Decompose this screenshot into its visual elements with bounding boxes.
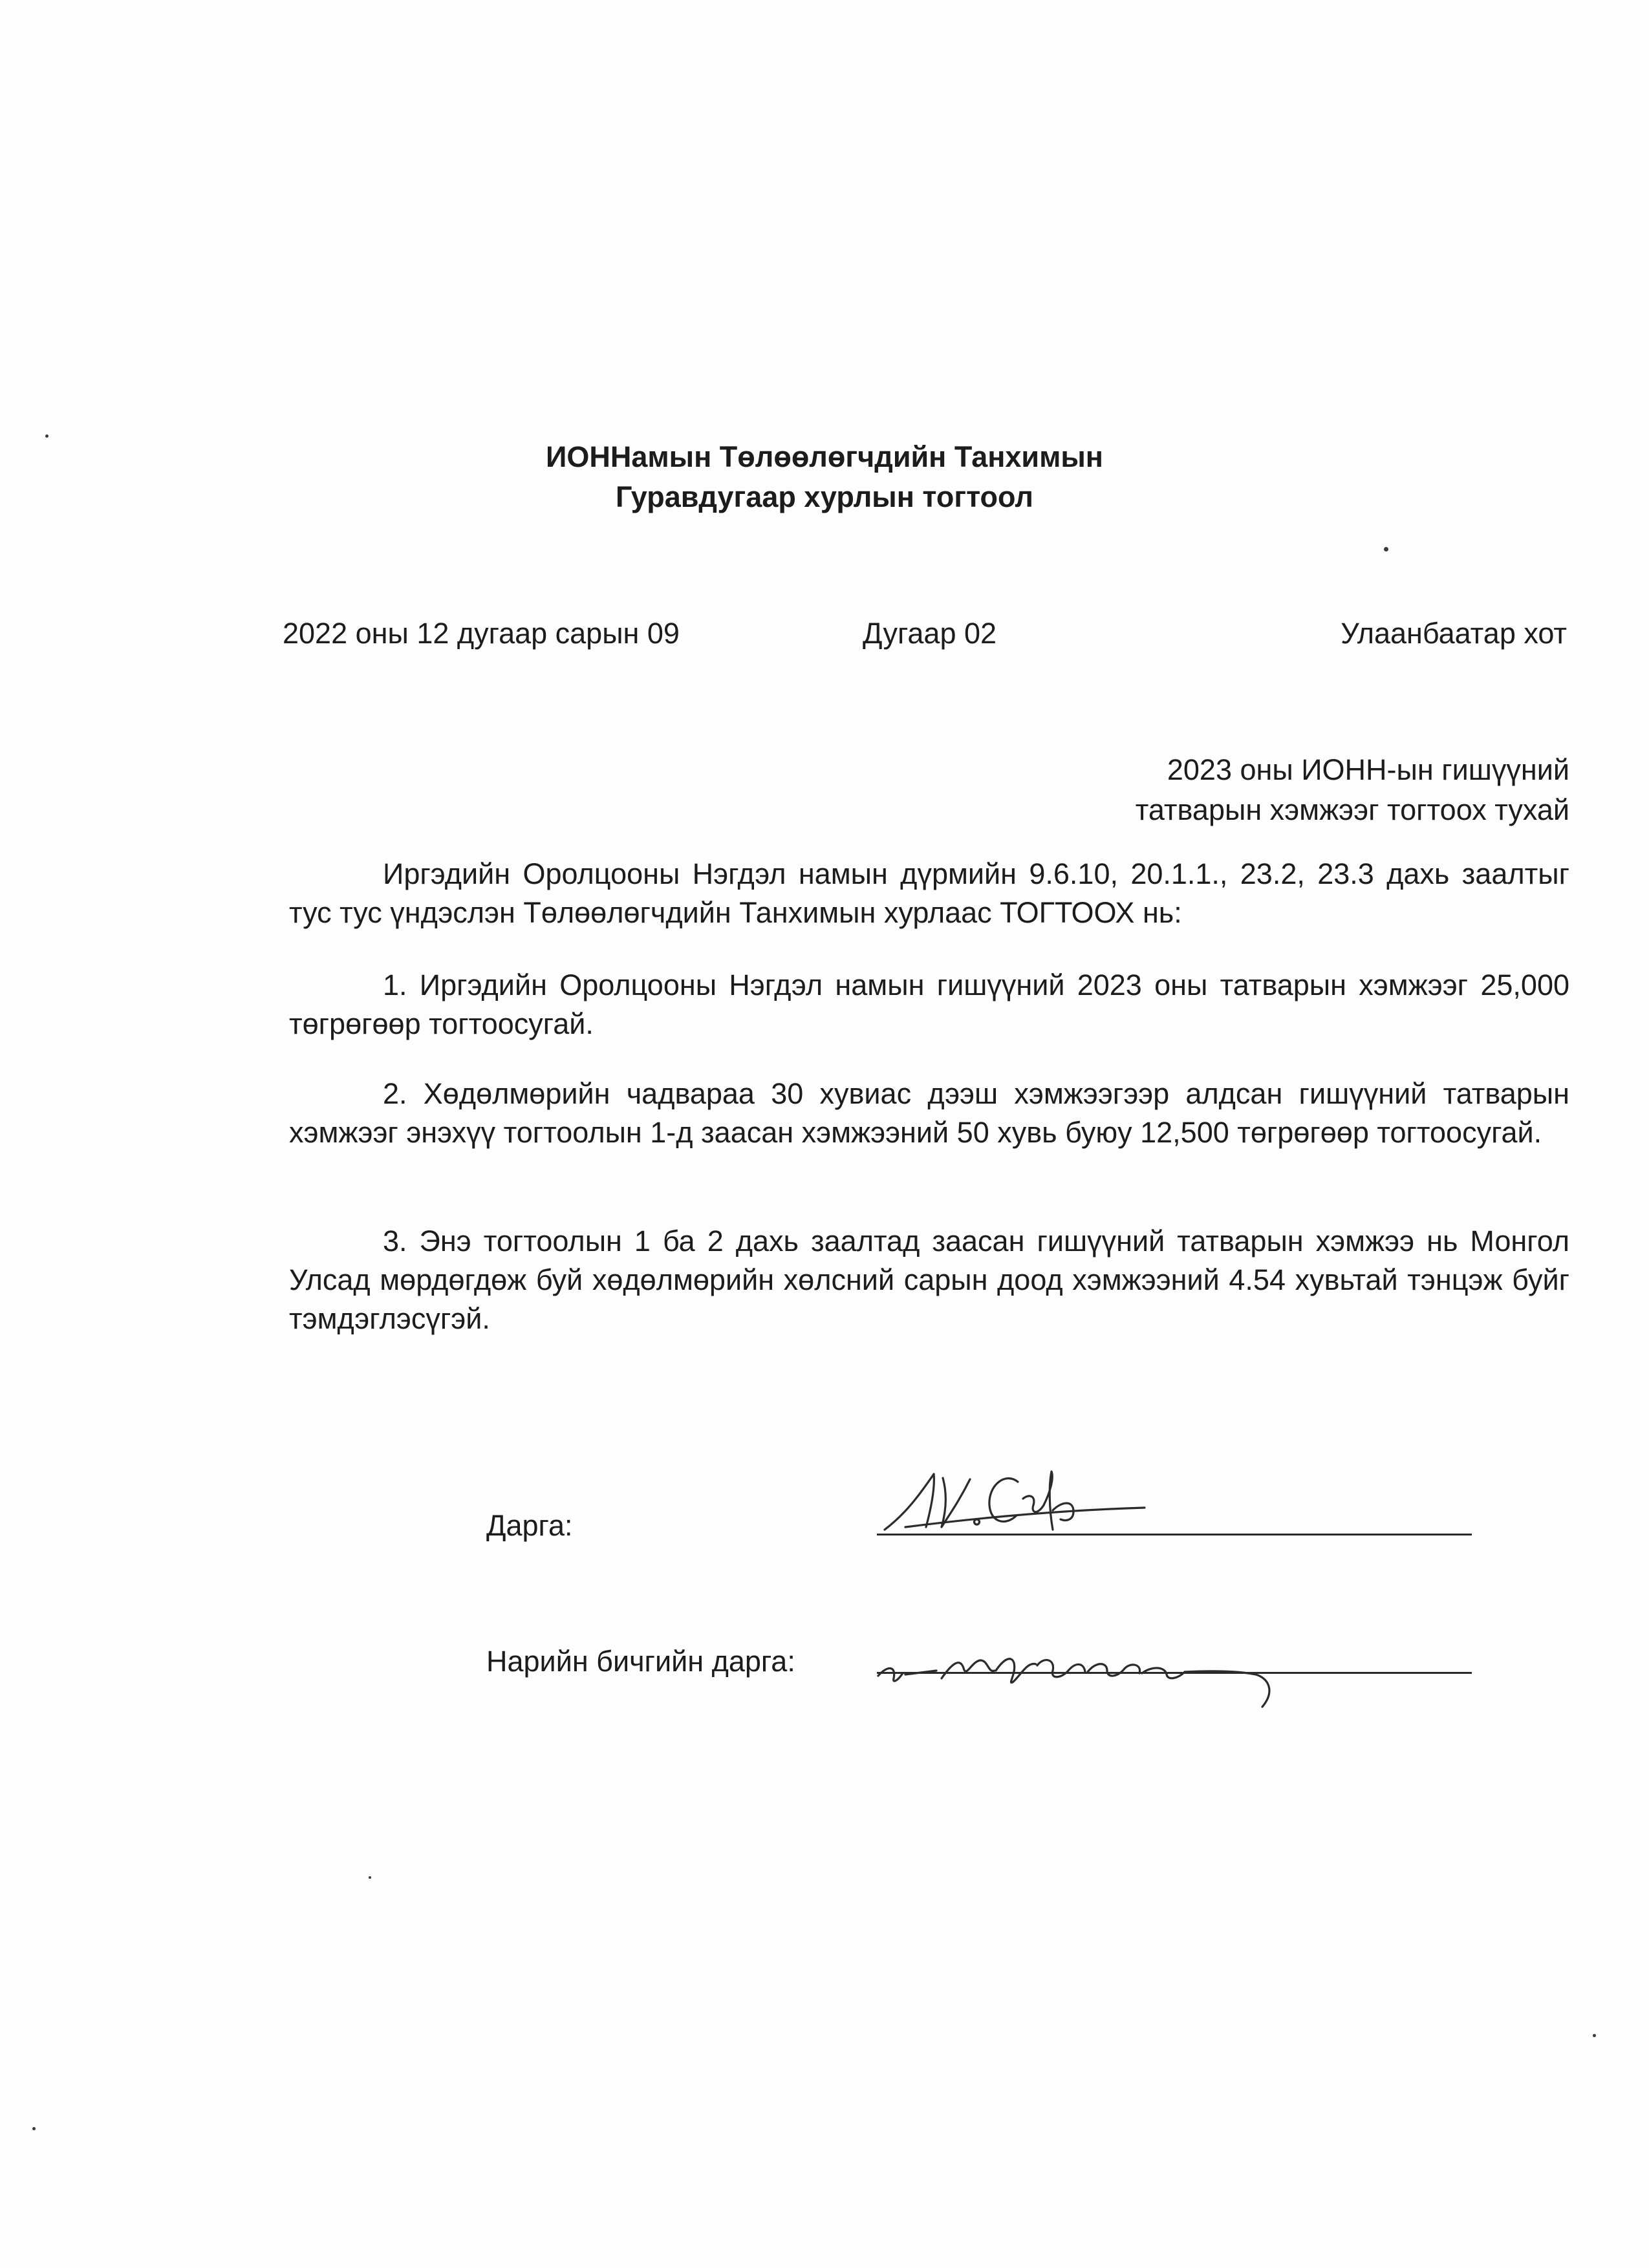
secretary-signature-drawing [874, 1642, 1288, 1713]
title-line-2: Гуравдугаар хурлын тогтоол [616, 480, 1033, 513]
resolution-date: 2022 оны 12 дугаар сарын 09 [283, 617, 680, 650]
secretary-signature [874, 1642, 1288, 1713]
intro-paragraph: Иргэдийн Оролцооны Нэгдэл намын дүрмийн 9.6.10, 20.1.1., 23.2, 23.3 дахь заалтыг тус тус үндэслэн Төлөөлөгчдийн Танхимын хурлаас ТОГТООХ нь: [289, 857, 1569, 929]
chair-label: Дарга: [486, 1509, 573, 1542]
resolution-subject [1136, 750, 1569, 830]
subject-line-2: татварын хэмжээг тогтоох тухай [1135, 793, 1569, 826]
resolution-item-3: 3. Энэ тогтоолын 1 ба 2 дахь заалтад заасан гишүүний татварын хэмжээ нь Монгол Улсад мөрдөгдөж буй хөдөлмөрийн хөлсний сарын доод хэмжээний 4.54 хувьтай тэнцэж буйг тэмдэглэсүгэй. [289, 1225, 1569, 1335]
resolution-city: Улаанбаатар хот [1341, 617, 1567, 650]
secretary-label: Нарийн бичгийн дарга: [486, 1645, 795, 1678]
title-line-1: ИОННамын Төлөөлөгчдийн Танхимын [546, 440, 1103, 473]
scan-speck [32, 2127, 36, 2130]
resolution-number: Дугаар 02 [863, 617, 997, 650]
scan-speck [1384, 547, 1388, 551]
subject-line-1: 2023 оны ИОНН-ын гишүүний [1167, 753, 1569, 786]
chair-signature-drawing [879, 1462, 1164, 1540]
document-title [0, 437, 1649, 517]
resolution-item-2: 2. Хөдөлмөрийн чадвараа 30 хувиас дээш хэмжээгээр алдсан гишүүний татварын хэмжээг энэхүү тогтоолын 1-д заасан хэмжээний 50 хувь буюу 12,500 төгрөгөөр тогтоосугай. [289, 1077, 1569, 1149]
resolution-item-1: 1. Иргэдийн Оролцооны Нэгдэл намын гишүүний 2023 оны татварын хэмжээг 25,000 төгрөгөөр тогтоосугай. [289, 968, 1569, 1040]
scan-speck [1593, 2034, 1596, 2037]
chair-signature [879, 1462, 1164, 1540]
scan-speck [369, 1876, 371, 1879]
scan-speck [45, 434, 48, 438]
